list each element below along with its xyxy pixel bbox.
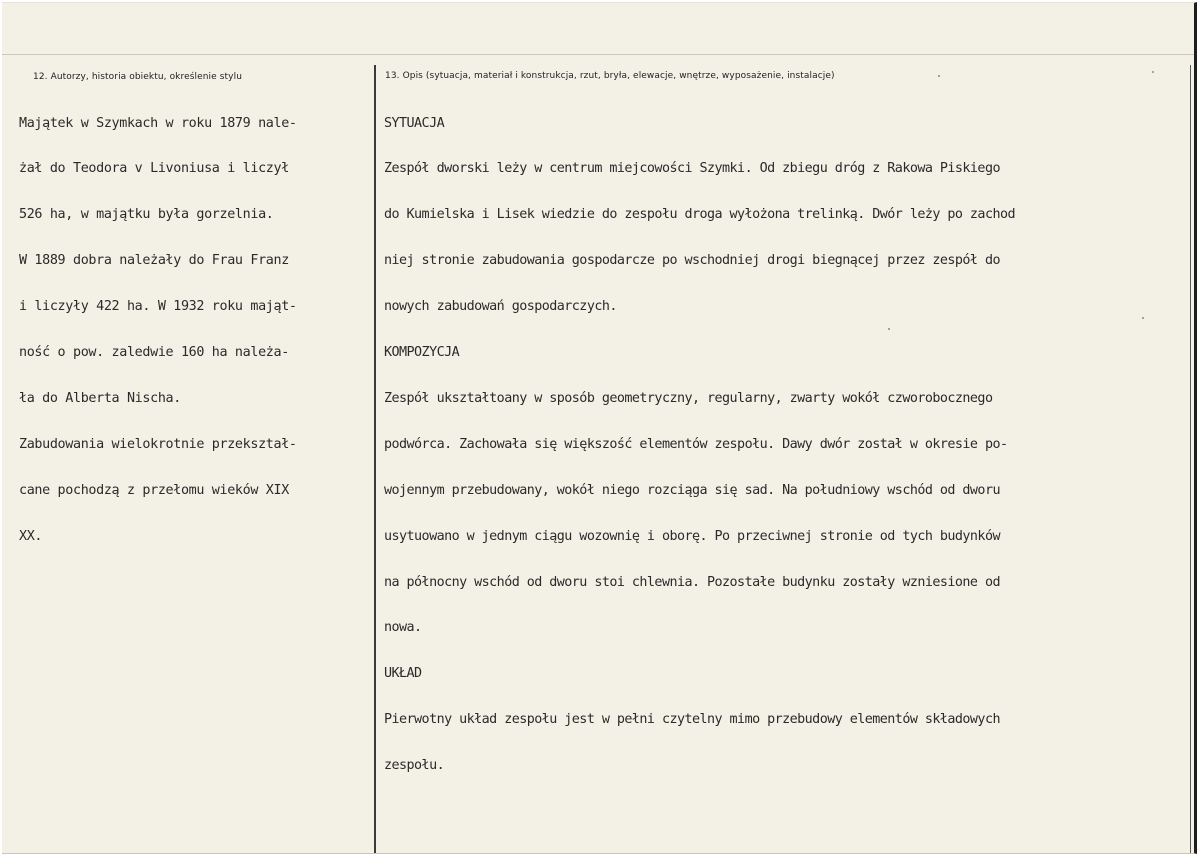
text-line: cane pochodzą z przełomu wieków XIX: [19, 482, 289, 498]
text-line: zespołu.: [384, 758, 445, 774]
paper-speck: [938, 75, 940, 77]
paper-speck: [888, 328, 890, 330]
paper-speck: [1152, 71, 1154, 73]
text-line: i liczyły 422 ha. W 1932 roku mająt-: [19, 299, 297, 315]
text-line: na północny wschód od dworu stoi chlewnia. Pozostałe budynku zostały wzniesione od: [384, 574, 1000, 590]
text-line: żał do Teodora v Livoniusa i liczył: [19, 161, 289, 177]
section-12-header: 12. Autorzy, historia obiektu, określenie stylu: [33, 72, 243, 82]
paper-speck: [1142, 317, 1144, 319]
text-line: Majątek w Szymkach w roku 1879 nale-: [19, 115, 297, 131]
text-line: ła do Alberta Nischa.: [19, 390, 181, 406]
text-line: Pierwotny układ zespołu jest w pełni czytelny mimo przebudowy elementów składowych: [384, 712, 1000, 728]
heading-uklad: UKŁAD: [384, 666, 422, 682]
history-text: [19, 85, 297, 575]
column-divider: [374, 65, 376, 854]
text-line: W 1889 dobra należały do Frau Franz: [19, 253, 289, 269]
section-13-header: 13. Opis (sytuacja, materiał i konstrukcja, rzut, bryła, elewacje, wnętrze, wyposażenie, instalacje): [385, 71, 835, 81]
record-card: [2, 2, 1197, 854]
description-text: [384, 85, 1015, 804]
heading-kompozycja: KOMPOZYCJA: [384, 345, 460, 361]
text-line: ność o pow. zaledwie 160 ha należa-: [19, 345, 289, 361]
text-line: wojennym przebudowany, wokół niego rozciąga się sad. Na południowy wschód od dworu: [384, 482, 1000, 498]
text-line: niej stronie zabudowania gospodarcze po wschodniej drogi biegnącej przez zespół do: [384, 253, 1000, 269]
text-line: nowych zabudowań gospodarczych.: [384, 299, 617, 315]
text-line: XX.: [19, 528, 43, 544]
text-line: nowa.: [384, 620, 422, 636]
text-line: Zespół dworski leży w centrum miejcowości Szymki. Od zbiegu dróg z Rakowa Piskiego: [384, 161, 1000, 177]
text-line: 526 ha, w majątku była gorzelnia.: [19, 207, 274, 223]
text-line: Zabudowania wielokrotnie przekształ-: [19, 436, 297, 452]
right-edge-rule: [1190, 65, 1191, 854]
text-line: usytuowano w jednym ciągu wozownię i oborę. Po przeciwnej stronie od tych budynków: [384, 528, 1000, 544]
top-rule: [2, 54, 1194, 55]
text-line: do Kumielska i Lisek wiedzie do zespołu droga wyłożona trelinką. Dwór leży po zachod: [384, 207, 1015, 223]
text-line: Zespół ukształtoany w sposób geometryczny, regularny, zwarty wokół czworobocznego: [384, 390, 993, 406]
heading-sytuacja: SYTUACJA: [384, 115, 445, 131]
text-line: podwórca. Zachowała się większość elementów zespołu. Dawy dwór został w okresie po-: [384, 436, 1008, 452]
